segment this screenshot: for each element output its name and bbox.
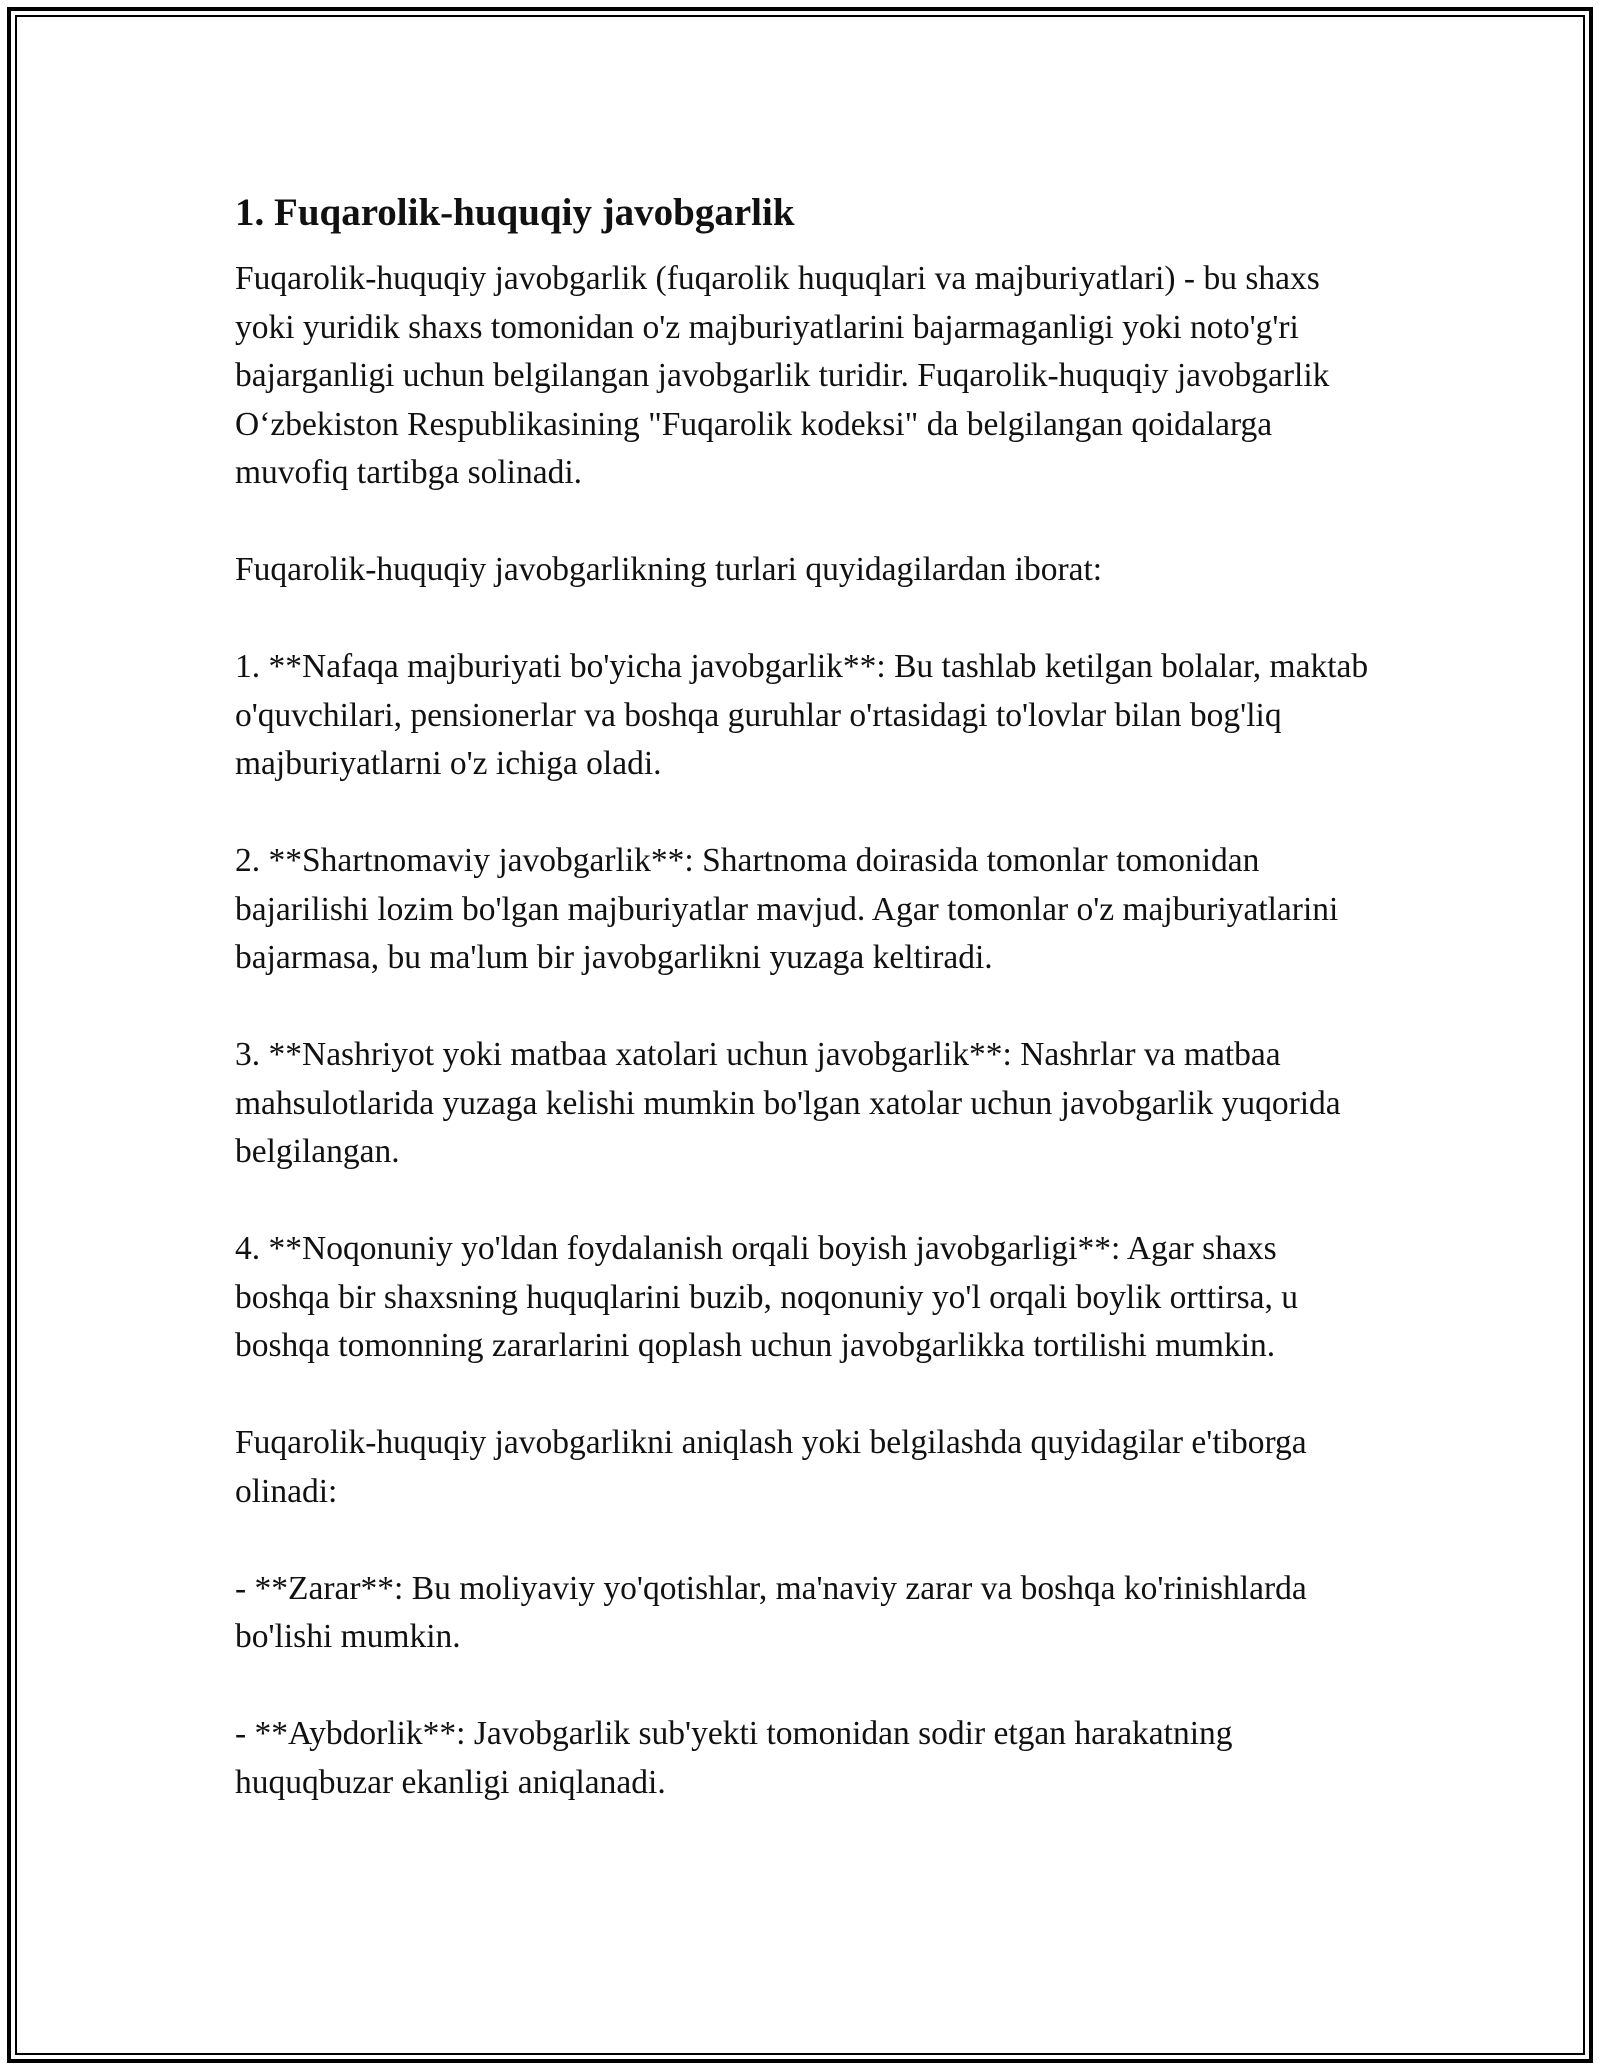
list-item-1: 1. **Nafaqa majburiyati bo'yicha javobgarlik**: Bu tashlab ketilgan bolalar, maktab o'quvchilari, pensionerlar va boshqa guruhlar o'rtasidagi to'lovlar bilan bog'liq majburiyatlarni o'z ichiga oladi.	[235, 648, 1369, 782]
criteria-item-zarar: - **Zarar**: Bu moliyaviy yo'qotishlar, ma'naviy zarar va boshqa ko'rinishlarda bo'lishi mumkin.	[235, 1569, 1307, 1655]
intro-paragraph: Fuqarolik-huquqiy javobgarlik (fuqarolik huquqlari va majburiyatlari) - bu shaxs yoki yuridik shaxs tomonidan o'z majburiyatlarini bajarmaganligi yoki noto'g'ri bajarganligi uchun belgilangan javobgarlik turidir. Fuqarolik-huquqiy javobgarlik O‘zbekiston Respublikasining "Fuqarolik kodeksi" da belgilangan qoidalarga muvofiq tartibga solinadi.	[235, 260, 1330, 491]
list-item-3: 3. **Nashriyot yoki matbaa xatolari uchun javobgarlik**: Nashrlar va matbaa mahsulotlarida yuzaga kelishi mumkin bo'lgan xatolar uchun javobgarlik yuqorida belgilangan.	[235, 1036, 1341, 1170]
document-body	[235, 185, 1370, 1856]
list-item-4: 4. **Noqonuniy yo'ldan foydalanish orqali boyish javobgarligi**: Agar shaxs boshqa bir shaxsning huquqlarini buzib, noqonuniy yo'l orqali boylik orttirsa, u boshqa tomonning zararlarini qoplash uchun javobgarlikka tortilishi mumkin.	[235, 1230, 1299, 1364]
criteria-intro-paragraph: Fuqarolik-huquqiy javobgarlikni aniqlash yoki belgilashda quyidagilar e'tiborga olinadi:	[235, 1424, 1307, 1510]
criteria-item-aybdorlik: - **Aybdorlik**: Javobgarlik sub'yekti tomonidan sodir etgan harakatning huquqbuzar ekanligi aniqlanadi.	[235, 1715, 1233, 1801]
list-item-2: 2. **Shartnomaviy javobgarlik**: Shartnoma doirasida tomonlar tomonidan bajarilishi lozim bo'lgan majburiyatlar mavjud. Agar tomonlar o'z majburiyatlarini bajarmasa, bu ma'lum bir javobgarlikni yuzaga keltiradi.	[235, 842, 1339, 976]
types-intro-paragraph: Fuqarolik-huquqiy javobgarlikning turlari quyidagilardan iborat:	[235, 551, 1103, 588]
section-heading: 1. Fuqarolik-huquqiy javobgarlik	[235, 191, 795, 234]
